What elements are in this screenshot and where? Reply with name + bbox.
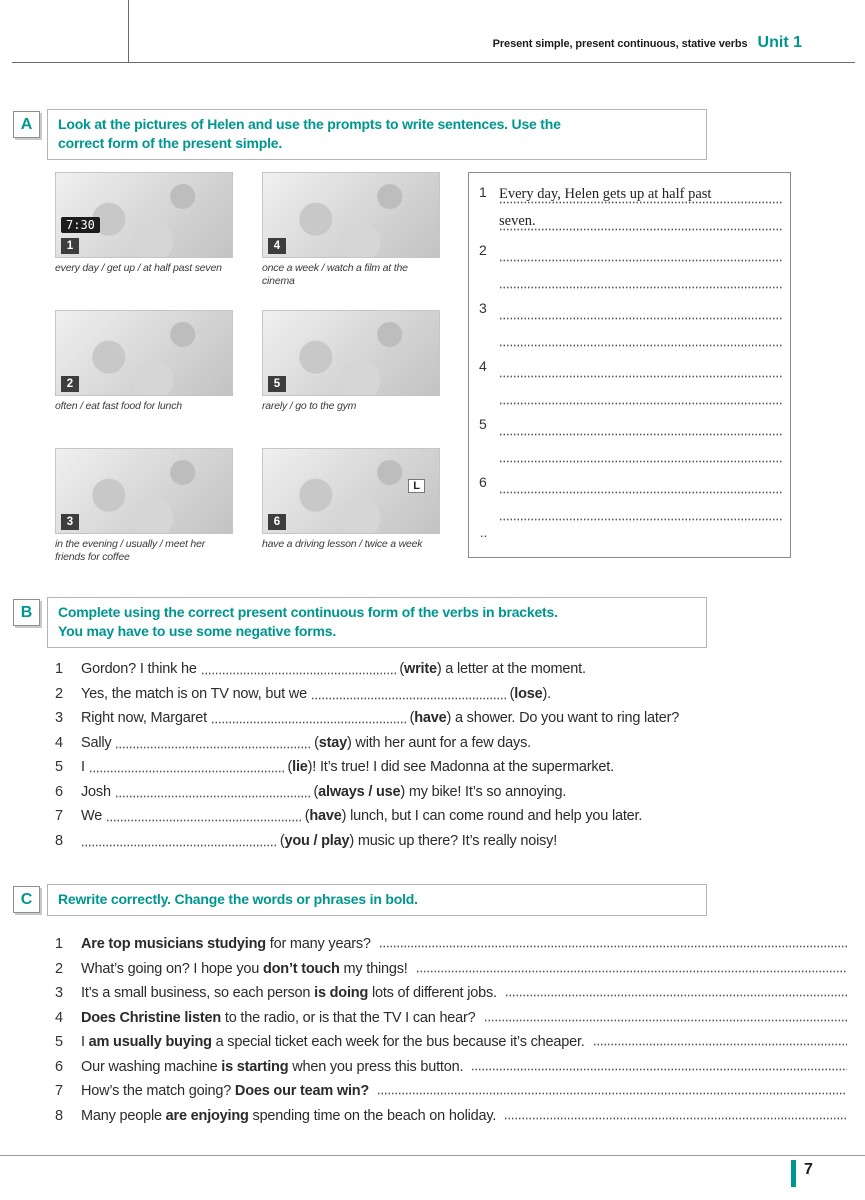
picture-caption: once a week / watch a film at the cinema	[262, 262, 408, 287]
text-segment: ) music up there? It’s really noisy!	[349, 832, 558, 849]
answer-line-fill	[471, 1060, 847, 1071]
answer-line	[499, 497, 782, 524]
picture-cell	[55, 172, 233, 310]
answer-blank	[311, 688, 506, 700]
section-c-marker	[13, 886, 40, 913]
answer-line	[499, 412, 782, 439]
answer-blank	[115, 786, 310, 798]
item-number: 7	[55, 808, 63, 824]
section-a-heading-line-2: correct form of the present simple.	[58, 135, 283, 151]
answer-text: Every day, Helen gets up at half past	[499, 186, 712, 202]
bold-segment: have	[309, 808, 342, 824]
picture-caption: every day / get up / at half past seven	[55, 262, 222, 274]
text-segment: I	[81, 759, 89, 775]
item-number: 7	[55, 1083, 63, 1099]
item-sentence	[81, 808, 642, 824]
answers-tail-dots: ..	[480, 525, 488, 540]
item-number: 1	[55, 936, 63, 952]
text-segment: when you press this button.	[288, 1058, 464, 1075]
section-a-marker	[13, 111, 40, 138]
item-number: 1	[55, 661, 63, 677]
text-segment: )! It’s true! I did see Madonna at the supermarket.	[307, 759, 614, 775]
section-b-heading-line-1: Complete using the correct present continuous form of the verbs in brackets.	[58, 604, 558, 620]
picture-number-badge: 3	[61, 514, 79, 530]
answer-blank	[89, 761, 284, 773]
picture-illustration	[262, 172, 440, 258]
picture-illustration	[262, 448, 440, 534]
item-sentence	[81, 1059, 463, 1075]
text-segment: Gordon? I think he	[81, 661, 201, 677]
text-segment: (	[283, 759, 293, 775]
item-sentence	[81, 1108, 496, 1124]
item-number: 8	[55, 832, 63, 849]
section-b-heading-line-2: You may have to use some negative forms.	[58, 623, 337, 639]
bold-segment: is doing	[314, 985, 369, 1001]
item-sentence	[81, 1010, 476, 1026]
text-segment: Many people	[81, 1107, 166, 1124]
text-segment: We	[81, 808, 106, 824]
answer-line	[499, 265, 782, 292]
answer-line-fill	[593, 1035, 847, 1046]
picture-caption: in the evening / usually / meet her friends for coffee	[55, 538, 206, 563]
item-sentence	[81, 686, 551, 702]
section-a-letter: A	[20, 115, 33, 133]
bold-segment: are enjoying	[165, 1107, 249, 1124]
item-number: 3	[55, 985, 63, 1001]
picture-number-badge: 2	[61, 376, 79, 392]
picture-number-badge: 1	[61, 238, 79, 254]
text-segment: Yes, the match is on TV now, but we	[81, 685, 311, 702]
answer-number: 5	[479, 416, 487, 432]
item-sentence	[81, 784, 566, 800]
section-c-letter: C	[20, 890, 33, 908]
text-segment: Sally	[81, 734, 116, 751]
page-number: 7	[804, 1161, 813, 1178]
item-sentence	[81, 961, 408, 977]
footer-rule	[0, 1155, 865, 1156]
answers-box	[468, 172, 791, 558]
item-sentence	[81, 936, 371, 952]
answer-line	[499, 470, 782, 497]
section-a-heading	[47, 109, 707, 160]
answer-number: 2	[479, 242, 487, 258]
exercise-item	[55, 808, 847, 833]
exercise-item	[55, 759, 847, 784]
answer-number: 6	[479, 474, 487, 490]
answer-blank	[81, 835, 276, 847]
exercise-item	[55, 735, 847, 760]
picture-number-badge: 5	[268, 376, 286, 392]
text-segment: ) with her aunt for a few days.	[346, 734, 531, 751]
answers-list	[479, 180, 782, 524]
exercise-b-list	[55, 661, 847, 857]
text-segment: (	[395, 661, 404, 677]
section-c-heading-line-1: Rewrite correctly. Change the words or phrases in bold.	[58, 891, 418, 907]
exercise-item	[55, 1059, 847, 1084]
page-header	[493, 34, 802, 52]
item-number: 4	[55, 734, 63, 751]
answer-number: 4	[479, 358, 487, 374]
section-b-marker	[13, 599, 40, 626]
exercise-c-list	[55, 936, 847, 1132]
exercise-item	[55, 936, 847, 961]
picture-cell	[262, 172, 440, 310]
answer-line-fill	[379, 937, 847, 948]
picture-illustration	[55, 448, 233, 534]
text-segment: a special ticket each week for the bus because it’s cheaper.	[211, 1034, 585, 1050]
text-segment: (	[300, 808, 310, 824]
bold-segment: don’t touch	[262, 960, 340, 977]
section-a-heading-line-1: Look at the pictures of Helen and use the prompts to write sentences. Use the	[58, 116, 561, 132]
learner-plate: L	[408, 479, 425, 493]
item-number: 8	[55, 1107, 63, 1124]
picture-caption: often / eat fast food for lunch	[55, 400, 182, 412]
exercise-item	[55, 833, 847, 858]
item-sentence	[81, 759, 614, 775]
text-segment: (	[276, 832, 285, 849]
item-number: 6	[55, 783, 63, 800]
exercise-item	[55, 686, 847, 711]
bold-segment: Does Christine listen	[81, 1009, 222, 1026]
text-segment: spending time on the beach on holiday.	[248, 1107, 497, 1124]
picture-illustration	[55, 172, 233, 258]
header-title: Present simple, present continuous, stative verbs	[492, 38, 748, 50]
answer-line-fill	[377, 1084, 847, 1095]
picture-cell	[55, 448, 233, 586]
bold-segment: am usually buying	[88, 1034, 212, 1050]
answer-lines	[499, 180, 782, 234]
text-segment: It’s a small business, so each person	[81, 985, 315, 1001]
text-segment: lots of different jobs.	[368, 985, 497, 1001]
answer-item	[479, 180, 782, 234]
bold-segment: lie	[292, 759, 308, 775]
answer-line-fill	[505, 986, 847, 997]
bold-segment: stay	[318, 734, 347, 751]
exercise-item	[55, 1108, 847, 1133]
answer-line	[499, 180, 782, 207]
bold-segment: write	[404, 661, 437, 677]
text-segment: ) a shower. Do you want to ring later?	[446, 710, 680, 726]
unit-label: Unit 1	[757, 34, 802, 51]
item-sentence	[81, 1034, 585, 1050]
item-sentence	[81, 833, 557, 849]
exercise-item	[55, 1083, 847, 1108]
answer-line	[499, 323, 782, 350]
text-segment: to the radio, or is that the TV I can hear?	[221, 1009, 476, 1026]
item-sentence	[81, 985, 497, 1001]
picture-caption: rarely / go to the gym	[262, 400, 357, 412]
exercise-item	[55, 1034, 847, 1059]
answer-number: 1	[479, 184, 487, 200]
text-segment: my things!	[339, 960, 408, 977]
exercise-item	[55, 961, 847, 986]
bold-segment: Does our team win?	[234, 1083, 370, 1099]
answer-item	[479, 354, 782, 408]
text-segment: ) a letter at the moment.	[436, 661, 586, 677]
picture-cell	[55, 310, 233, 448]
answer-lines	[499, 354, 782, 408]
picture-cell	[262, 310, 440, 448]
exercise-item	[55, 784, 847, 809]
item-number: 6	[55, 1058, 63, 1075]
text-segment: Our washing machine	[81, 1058, 222, 1075]
exercise-item	[55, 661, 847, 686]
answer-line-fill	[484, 1011, 847, 1022]
answer-blank	[106, 810, 301, 822]
text-segment: ) my bike! It’s so annoying.	[400, 783, 567, 800]
text-segment: ).	[542, 685, 551, 702]
bold-segment: Are top musicians studying	[81, 936, 266, 952]
page-number-bar	[791, 1160, 796, 1187]
answer-line-fill	[416, 962, 847, 973]
answer-lines	[499, 238, 782, 292]
answer-item	[479, 296, 782, 350]
answer-blank	[115, 737, 310, 749]
top-rule-horizontal	[12, 62, 855, 63]
bold-segment: always / use	[318, 783, 401, 800]
picture-number-badge: 4	[268, 238, 286, 254]
item-sentence	[81, 735, 531, 751]
exercise-item	[55, 1010, 847, 1035]
text-segment: How’s the match going?	[81, 1083, 235, 1099]
item-number: 5	[55, 1034, 63, 1050]
bold-segment: you / play	[284, 832, 350, 849]
answer-line	[499, 296, 782, 323]
item-sentence	[81, 710, 679, 726]
section-b-letter: B	[20, 603, 33, 621]
answer-blank	[211, 712, 406, 724]
text-segment: Josh	[81, 783, 115, 800]
item-number: 2	[55, 960, 63, 977]
pictures-grid	[55, 172, 440, 586]
bold-segment: is starting	[221, 1058, 289, 1075]
picture-caption: have a driving lesson / twice a week	[262, 538, 423, 550]
section-c-heading	[47, 884, 707, 916]
picture-number-badge: 6	[268, 514, 286, 530]
text-segment: I	[81, 1034, 89, 1050]
answer-line	[499, 381, 782, 408]
answer-lines	[499, 412, 782, 466]
answer-text: seven.	[499, 213, 536, 229]
item-number: 2	[55, 685, 63, 702]
exercise-item	[55, 985, 847, 1010]
answer-item	[479, 470, 782, 524]
text-segment: (	[405, 710, 415, 726]
text-segment: ) lunch, but I can come round and help you later.	[341, 808, 643, 824]
answer-lines	[499, 470, 782, 524]
item-number: 3	[55, 710, 63, 726]
answer-blank	[201, 663, 396, 675]
text-segment: for many years?	[265, 936, 371, 952]
picture-illustration	[55, 310, 233, 396]
answer-item	[479, 412, 782, 466]
text-segment: (	[309, 783, 319, 800]
picture-cell	[262, 448, 440, 586]
answer-item	[479, 238, 782, 292]
item-sentence	[81, 661, 586, 677]
text-segment: What’s going on? I hope you	[81, 960, 263, 977]
exercise-item	[55, 710, 847, 735]
answer-line	[499, 207, 782, 234]
text-segment: (	[310, 734, 319, 751]
text-segment: (	[505, 685, 515, 702]
clock-display: 7:30	[61, 217, 100, 233]
answer-number: 3	[479, 300, 487, 316]
answer-line	[499, 439, 782, 466]
item-number: 5	[55, 759, 63, 775]
top-rule-vertical	[128, 0, 129, 62]
section-b-heading	[47, 597, 707, 648]
picture-illustration	[262, 310, 440, 396]
item-number: 4	[55, 1009, 63, 1026]
answer-line-fill	[504, 1109, 847, 1120]
item-sentence	[81, 1083, 369, 1099]
answer-line	[499, 354, 782, 381]
bold-segment: lose	[514, 685, 543, 702]
text-segment: Right now, Margaret	[81, 710, 211, 726]
bold-segment: have	[414, 710, 447, 726]
answer-lines	[499, 296, 782, 350]
answer-line	[499, 238, 782, 265]
